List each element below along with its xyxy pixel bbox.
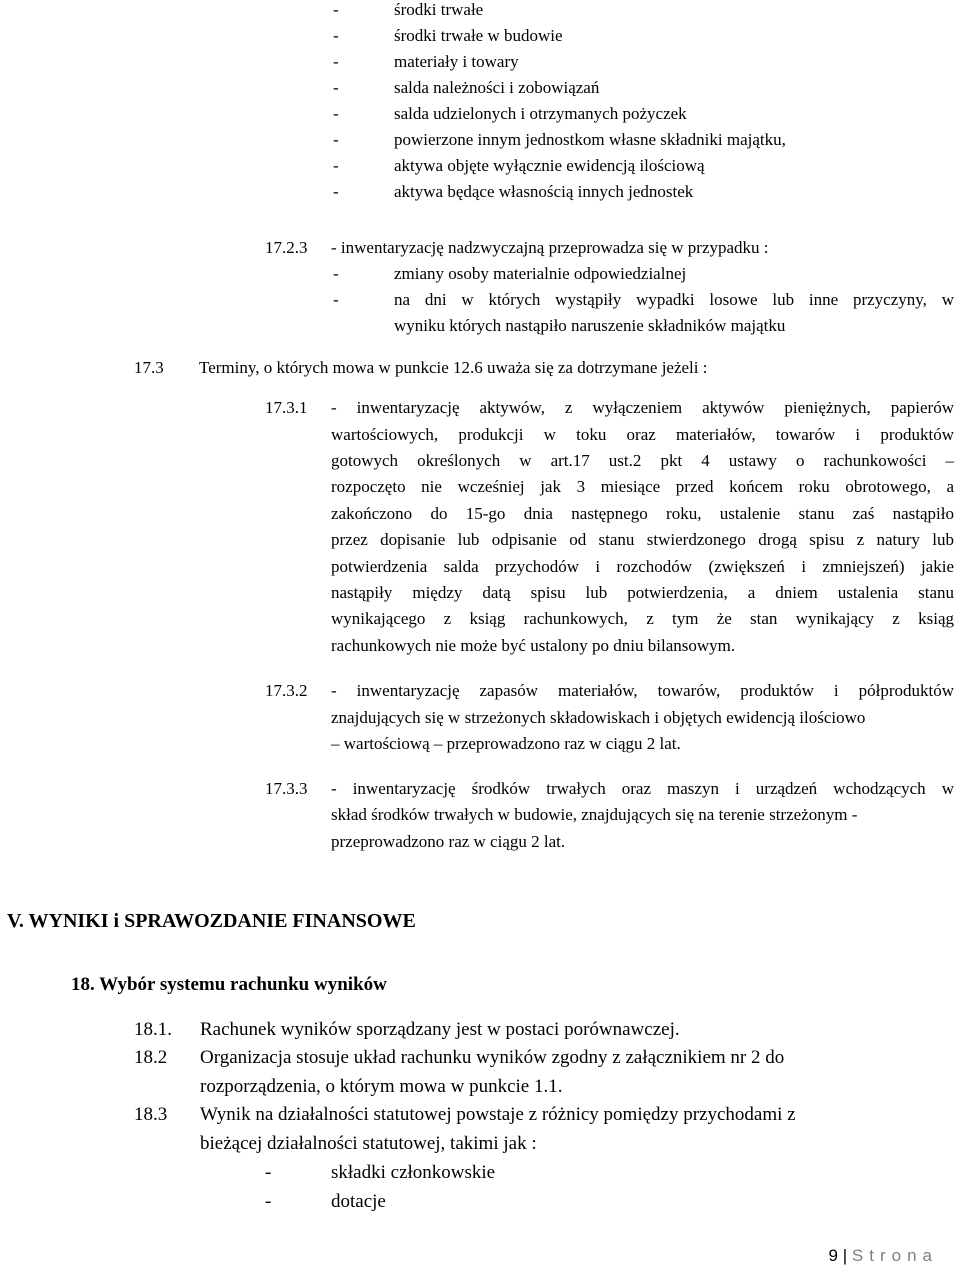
paragraph-line: Organizacja stosuje układ rachunku wyników zgodny z załącznikiem nr 2 do: [200, 1047, 785, 1068]
paragraph-line: gotowych określonych w art.17 ust.2 pkt 4 ustawy o rachunkowości –: [331, 451, 954, 470]
paragraph-line: - inwentaryzację zapasów materiałów, towarów, produktów i półproduktów: [331, 681, 954, 700]
list-dash: -: [333, 26, 339, 45]
list-item: składki członkowskie: [331, 1162, 496, 1183]
list-dash: -: [333, 0, 339, 19]
paragraph-line: nastąpiły między datą spisu lub potwierdzenia, a dniem ustalenia stanu: [331, 583, 954, 602]
list-item: środki trwałe w budowie: [394, 26, 563, 45]
paragraph-line: potwierdzenia salda przychodów i rozchodów (zwiększeń i zmniejszeń) jakie: [331, 557, 954, 576]
list-dash: -: [333, 290, 339, 309]
paragraph-line: rachunkowych nie może być ustalony po dniu bilansowym.: [331, 636, 736, 655]
list-item: środki trwałe: [394, 0, 484, 19]
paragraph-line: wartościowych, produkcji w toku oraz materiałów, towarów i produktów: [331, 425, 954, 444]
paragraph-number: 18.1.: [134, 1019, 172, 1040]
page-footer: [829, 1246, 938, 1266]
paragraph-line: rozpoczęto nie wcześniej jak 3 miesiące przed końcem roku obrotowego, a: [331, 477, 954, 496]
paragraph-line: bieżącej działalności statutowej, takimi jak :: [200, 1133, 537, 1154]
section-heading-v: V. WYNIKI i SPRAWOZDANIE FINANSOWE: [7, 910, 416, 932]
list-dash: -: [265, 1162, 272, 1183]
paragraph-line: - inwentaryzację aktywów, z wyłączeniem aktywów pieniężnych, papierów: [331, 398, 954, 417]
paragraph-line: – wartościową – przeprowadzono raz w ciągu 2 lat.: [331, 734, 681, 753]
list-dash: -: [333, 78, 339, 97]
list-item-continuation: wyniku których nastąpiło naruszenie składników majątku: [394, 316, 786, 335]
list-item: na dni w których wystąpiły wypadki losowe lub inne przyczyny, w: [394, 290, 954, 309]
list-item: dotacje: [331, 1191, 386, 1212]
paragraph-line: zakończono do 15-go dnia następnego roku, ustalenie stanu zaś nastąpiło: [331, 504, 954, 523]
section-number: 17.3.1: [265, 398, 308, 417]
paragraph-line: Rachunek wyników sporządzany jest w postaci porównawczej.: [200, 1019, 680, 1040]
section-number: 17.3: [134, 358, 164, 377]
paragraph-line: Terminy, o których mowa w punkcie 12.6 uważa się za dotrzymane jeżeli :: [199, 358, 708, 377]
paragraph-line: skład środków trwałych w budowie, znajdujących się na terenie strzeżonym -: [331, 805, 858, 824]
footer-separator: |: [842, 1246, 848, 1265]
paragraph-line: rozporządzenia, o którym mowa w punkcie 1.1.: [200, 1076, 563, 1097]
paragraph-number: 18.3: [134, 1104, 168, 1125]
footer-page-label: Strona: [851, 1246, 938, 1265]
paragraph-line: - inwentaryzację środków trwałych oraz maszyn i urządzeń wchodzących w: [331, 779, 954, 798]
section-number: 17.3.3: [265, 779, 308, 798]
list-dash: -: [333, 182, 339, 201]
paragraph-line: Wynik na działalności statutowej powstaje z różnicy pomiędzy przychodami z: [200, 1104, 796, 1125]
list-dash: -: [265, 1191, 272, 1212]
page-number: 9: [828, 1246, 839, 1265]
paragraph-line: znajdujących się w strzeżonych składowiskach i objętych ewidencją ilościowo: [331, 708, 866, 727]
list-dash: -: [333, 264, 339, 283]
list-item: aktywa będące własnością innych jednostek: [394, 182, 694, 201]
section-number: 17.2.3: [265, 238, 308, 257]
list-item: salda należności i zobowiązań: [394, 78, 600, 97]
section-number: 17.3.2: [265, 681, 308, 700]
list-item: zmiany osoby materialnie odpowiedzialnej: [394, 264, 687, 283]
paragraph-number: 18.2: [134, 1047, 168, 1068]
paragraph-line: wynikającego z ksiąg rachunkowych, z tym że stan wynikający z ksiąg: [331, 609, 954, 628]
paragraph-line: - inwentaryzację nadzwyczajną przeprowadza się w przypadku :: [331, 238, 769, 257]
list-item: powierzone innym jednostkom własne składniki majątku,: [394, 130, 786, 149]
list-item: aktywa objęte wyłącznie ewidencją ilościową: [394, 156, 705, 175]
section-heading-18: 18. Wybór systemu rachunku wyników: [71, 974, 387, 995]
list-item: materiały i towary: [394, 52, 519, 71]
list-item: salda udzielonych i otrzymanych pożyczek: [394, 104, 687, 123]
paragraph-line: przeprowadzono raz w ciągu 2 lat.: [331, 832, 566, 851]
list-dash: -: [333, 104, 339, 123]
list-dash: -: [333, 156, 339, 175]
paragraph-line: przez dopisanie lub odpisanie od stanu stwierdzonego drogą spisu z natury lub: [331, 530, 954, 549]
list-dash: -: [333, 52, 339, 71]
list-dash: -: [333, 130, 339, 149]
